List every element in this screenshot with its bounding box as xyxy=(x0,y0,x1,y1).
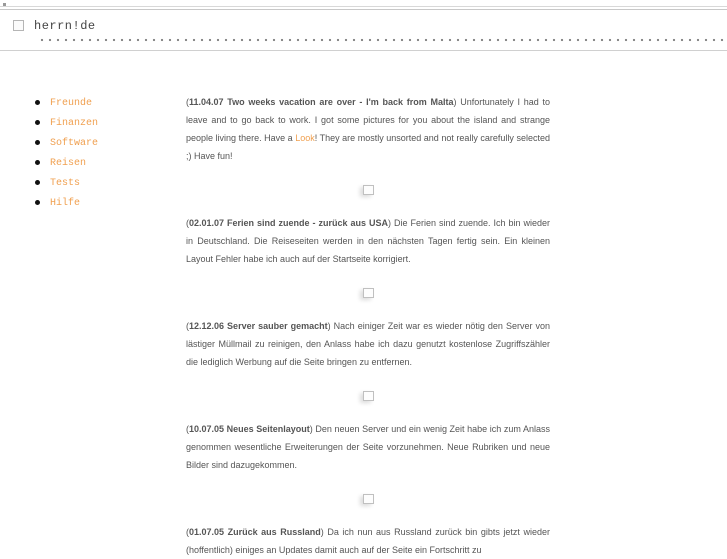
header-rule-bottom xyxy=(0,50,727,51)
separator-icon xyxy=(363,288,374,298)
nav-item-label: Reisen xyxy=(50,158,87,169)
news-headline: 11.04.07 Two weeks vacation are over - I'm back from Malta xyxy=(189,97,454,107)
separator-icon xyxy=(363,391,374,401)
news-entry: (11.04.07 Two weeks vacation are over - I'm back from Malta) Unfortunately I had to leave and to go back to work. I got some pictures for you about the island and strange people living there. Have a Look! They are mostly unsorted and not really carefully selected ;) Have fun! xyxy=(186,97,550,161)
nav-item-label: Freunde xyxy=(50,98,93,109)
main-navigation xyxy=(32,94,98,214)
news-entry: (12.12.06 Server sauber gemacht) Nach einiger Zeit war es wieder nötig den Server von lästiger Müllmail zu reinigen, den Anlass habe ich dazu genutzt kostenlose Zugriffszähler die lediglich Werbung auf die Seite bringen zu entfernen. xyxy=(186,321,550,367)
nav-item-finanzen[interactable] xyxy=(32,114,98,134)
bullet-icon xyxy=(35,140,40,145)
nav-item-label: Tests xyxy=(50,178,81,189)
header-rule-top xyxy=(0,6,727,7)
bullet-icon xyxy=(35,160,40,165)
news-body: Da ich nun aus Russland zurück bin gibts jetzt wieder (hoffentlich) einiges an Updates damit auch auf der Seite ein Fortschritt zu xyxy=(186,527,550,555)
separator-icon xyxy=(363,494,374,504)
news-entry: (10.07.05 Neues Seitenlayout) Den neuen Server und ein wenig Zeit habe ich zum Anlass genommen wesentliche Erweiterungen der Seite vorzunehmen. Neue Rubriken und neue Bilder sind dazugekommen. xyxy=(186,424,551,470)
nav-item-label: Finanzen xyxy=(50,118,99,129)
nav-item-reisen[interactable] xyxy=(32,154,98,174)
nav-item-freunde[interactable] xyxy=(32,94,98,114)
news-column xyxy=(186,93,550,559)
bullet-icon xyxy=(35,200,40,205)
bullet-icon xyxy=(35,180,40,185)
news-headline: 01.07.05 Zurück aus Russland xyxy=(189,527,321,537)
nav-item-software[interactable] xyxy=(32,134,98,154)
nav-item-label: Software xyxy=(50,138,99,149)
nav-item-label: Hilfe xyxy=(50,198,81,209)
nav-item-hilfe[interactable] xyxy=(32,194,98,214)
news-body: Die Ferien sind zuende. Ich bin wieder in Deutschland. Die Reiseseiten werden in den nächsten Tagen fertig sein. Ein kleinen Layout Fehler habe ich auch auf der Startseite korrigiert. xyxy=(186,218,550,264)
news-headline: 10.07.05 Neues Seitenlayout xyxy=(189,424,310,434)
small-square-icon xyxy=(13,20,24,31)
news-entry: (01.07.05 Zurück aus Russland) Da ich nun aus Russland zurück bin gibts jetzt wieder (hoffentlich) einiges an Updates damit auch auf der Seite ein Fortschritt zu xyxy=(186,527,550,555)
bullet-icon xyxy=(35,120,40,125)
nav-item-tests[interactable] xyxy=(32,174,98,194)
news-body: Den neuen Server und ein wenig Zeit habe ich zum Anlass genommen wesentliche Erweiterungen der Seite vorzunehmen. Neue Rubriken und neue Bilder sind dazugekommen. xyxy=(186,424,551,470)
news-body: Nach einiger Zeit war es wieder nötig den Server von lästiger Müllmail zu reinigen, den Anlass habe ich dazu genutzt kostenlose Zugriffszähler die lediglich Werbung auf die Seite bringen zu entfernen. xyxy=(186,321,550,367)
news-body: Unfortunately I had to leave and to go back to work. I got some pictures for you about the island and strange people living there. Have a xyxy=(186,97,550,143)
news-body-end: ! They are mostly unsorted and not really carefully selected ;) Have fun! xyxy=(186,133,550,161)
news-headline: 12.12.06 Server sauber gemacht xyxy=(189,321,328,331)
look-link[interactable]: Look xyxy=(295,133,315,143)
site-header xyxy=(0,0,727,58)
site-title[interactable]: herrn!de xyxy=(34,19,96,33)
news-headline: 02.01.07 Ferien sind zuende - zurück aus USA xyxy=(189,218,388,228)
corner-mark xyxy=(3,3,6,6)
header-rule-top-inner xyxy=(0,9,727,10)
news-entry: (02.01.07 Ferien sind zuende - zurück aus USA) Die Ferien sind zuende. Ich bin wieder in Deutschland. Die Reiseseiten werden in den nächsten Tagen fertig sein. Ein kleinen Layout Fehler habe ich auch auf der Startseite korrigiert. xyxy=(186,218,550,264)
bullet-icon xyxy=(35,100,40,105)
dotted-divider xyxy=(38,37,727,43)
separator-icon xyxy=(363,185,374,195)
